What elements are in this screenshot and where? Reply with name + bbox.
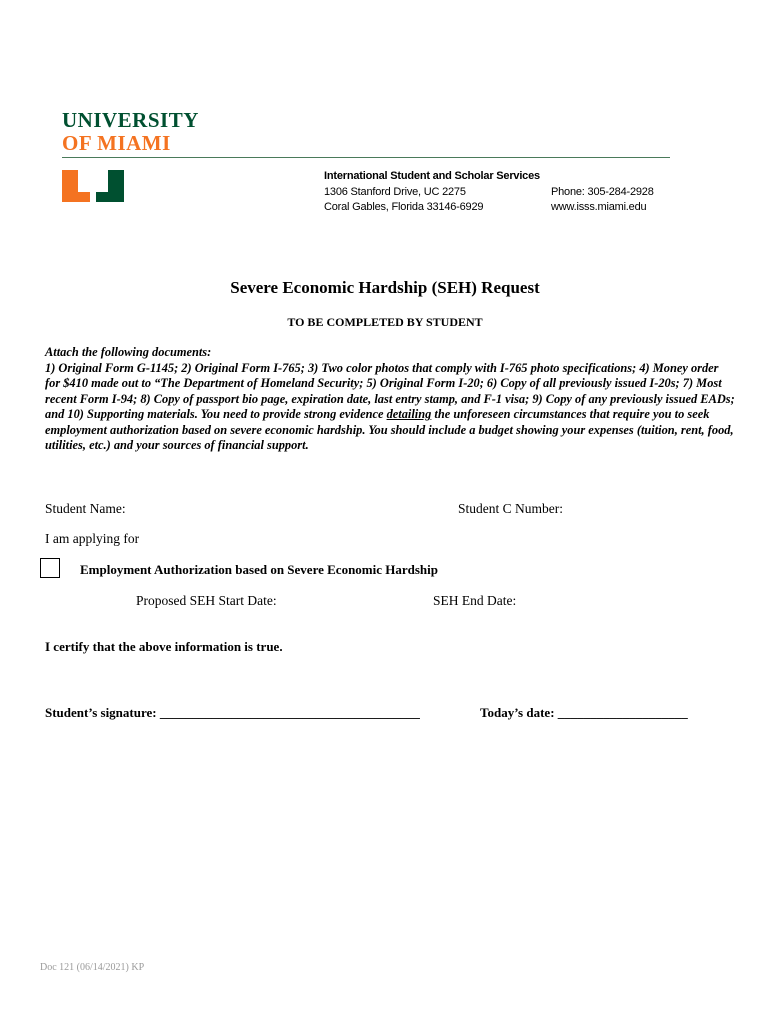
seh-end-date-label: SEH End Date:: [433, 593, 517, 608]
university-logo-line1: UNIVERSITY: [62, 108, 199, 132]
seh-option-label: Employment Authorization based on Severe Economic Hardship: [80, 562, 439, 577]
seh-start-date-label: Proposed SEH Start Date:: [136, 593, 277, 608]
page-title: Severe Economic Hardship (SEH) Request: [230, 278, 540, 297]
instructions-underlined-word: detailing: [386, 407, 432, 421]
student-signature-line[interactable]: Student’s signature: ________________________________________: [45, 705, 420, 720]
office-name: International Student and Scholar Services: [324, 170, 540, 182]
instructions-part2: the unforeseen circumstances that require you to seek employment authorization based on severe economic hardship. You should include a budget showing your expenses (tuition, rent, food, utilities, etc.) and your sources of financial support.: [45, 407, 734, 452]
office-phone: Phone: 305-284-2928: [551, 186, 654, 198]
seh-employment-checkbox[interactable]: [40, 558, 60, 578]
instructions-part1: 1) Original Form G-1145; 2) Original Form I-765; 3) Two color photos that comply with I-765 photo specifications; 4) Money order for $410 made out to “The Department of Homeland Security; 5) Original Form I-20; 6) Copy of all previously issued I-20s; 7) Most recent Form I-94; 8) Copy of passport bio page, expiration date, last entry stamp, and F-1 visa; 9) Copy of any previously issued EADs; and 10) Supporting materials. You need to provide strong evidence: [45, 360, 735, 421]
office-address-line2: Coral Gables, Florida 33146-6929: [324, 201, 484, 213]
office-address-line1: 1306 Stanford Drive, UC 2275: [324, 186, 466, 198]
university-u-logo-icon: [62, 170, 124, 202]
applying-for-label: I am applying for: [45, 531, 140, 546]
student-c-number-label: Student C Number:: [458, 501, 563, 516]
student-name-label: Student Name:: [45, 501, 126, 516]
header-divider: [62, 157, 670, 158]
todays-date-line[interactable]: Today’s date: ____________________: [480, 705, 688, 720]
instructions-heading: Attach the following documents:: [45, 345, 212, 359]
instructions-body: [45, 361, 735, 454]
document-instructions: [45, 345, 735, 454]
certify-statement: I certify that the above information is true.: [45, 639, 283, 654]
university-logo-line2: OF MIAMI: [62, 131, 171, 155]
page-subtitle: TO BE COMPLETED BY STUDENT: [287, 315, 483, 329]
office-website: www.isss.miami.edu: [551, 201, 647, 213]
document-footer: Doc 121 (06/14/2021) KP: [40, 962, 145, 973]
